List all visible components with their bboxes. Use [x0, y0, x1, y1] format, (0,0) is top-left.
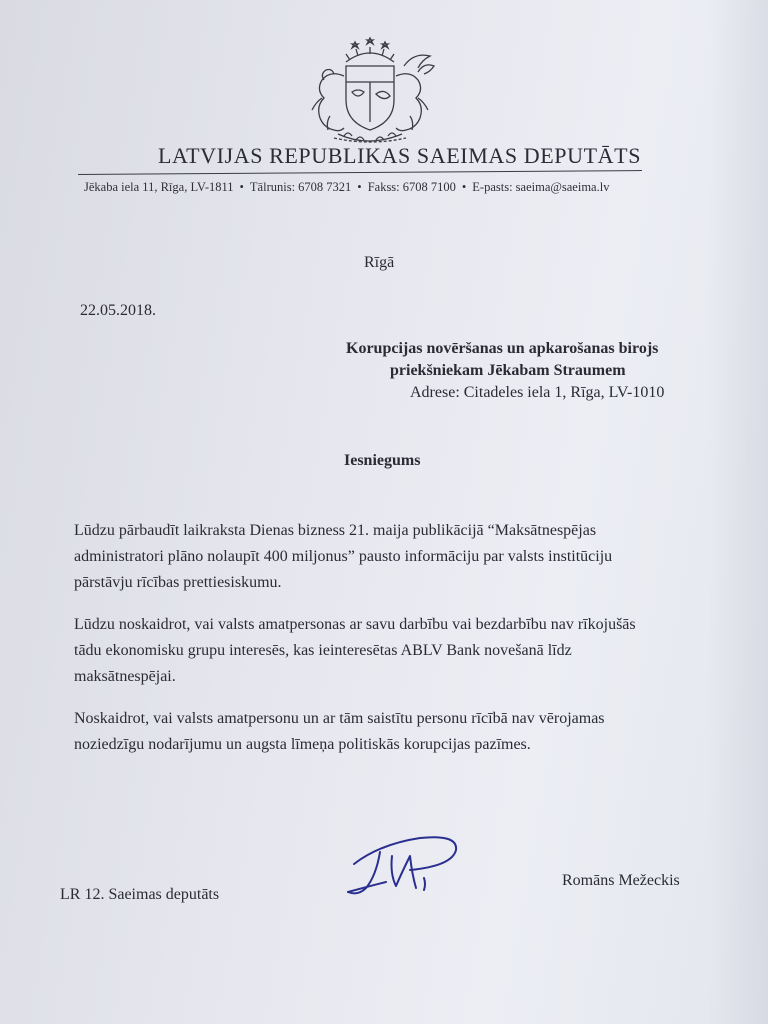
- recipient-block: [346, 338, 664, 404]
- handwritten-signature: [340, 826, 470, 906]
- coat-of-arms-icon: [300, 36, 440, 146]
- letterhead-org-name: LATVIJAS REPUBLIKAS SAEIMAS DEPUTĀTS: [158, 143, 642, 168]
- letterhead-contact-line: [84, 180, 609, 195]
- paragraph-line: maksātnespējai.: [74, 668, 176, 685]
- paragraph-3: [74, 706, 674, 758]
- paragraph-line: Lūdzu pārbaudīt laikraksta Dienas bizness 21. maija publikācijā “Maksātnespējas: [74, 522, 597, 539]
- signatory-name: Romāns Mežeckis: [562, 872, 680, 889]
- letterhead-address: Jēkaba iela 11, Rīga, LV-1811: [84, 180, 234, 194]
- letter-city: Rīgā: [364, 254, 395, 271]
- paragraph-line: pārstāvju rīcības prettiesiskumu.: [74, 574, 282, 591]
- contact-separator: •: [357, 180, 362, 194]
- recipient-address: Adrese: Citadeles iela 1, Rīga, LV-1010: [410, 384, 665, 401]
- paragraph-2: [74, 612, 674, 690]
- recipient-person: priekšniekam Jēkabam Straumem: [390, 362, 626, 379]
- letter-date: 22.05.2018.: [80, 302, 156, 319]
- contact-separator: •: [239, 180, 244, 194]
- letter-title: Iesniegums: [344, 452, 421, 469]
- paragraph-line: tādu ekonomisku grupu interesēs, kas ieinteresētas ABLV Bank novešanā līdz: [74, 642, 572, 659]
- signatory-role: LR 12. Saeimas deputāts: [60, 886, 220, 903]
- paragraph-line: administratori plāno nolaupīt 400 miljonus” pausto informāciju par valsts institūciju: [74, 548, 613, 565]
- paragraph-line: noziedzīgu nodarījumu un augsta līmeņa politiskās korupcijas pazīmes.: [74, 736, 531, 753]
- recipient-organization: Korupcijas novēršanas un apkarošanas birojs: [346, 340, 659, 357]
- paragraph-1: [74, 518, 674, 596]
- contact-separator: •: [461, 180, 467, 194]
- page-shadow: [708, 0, 768, 1024]
- letterhead-phone: Tālrunis: 6708 7321: [249, 180, 352, 194]
- paragraph-line: Lūdzu noskaidrot, vai valsts amatpersonas ar savu darbību vai bezdarbību nav rīkojušās: [74, 616, 636, 633]
- paragraph-line: Noskaidrot, vai valsts amatpersonu un ar tām saistītu personu rīcībā nav vērojamas: [74, 710, 605, 727]
- letterhead-divider: [78, 170, 642, 175]
- letterhead-email: E-pasts: saeima@saeima.lv: [472, 180, 610, 194]
- letterhead-fax: Fakss: 6708 7100: [367, 180, 456, 194]
